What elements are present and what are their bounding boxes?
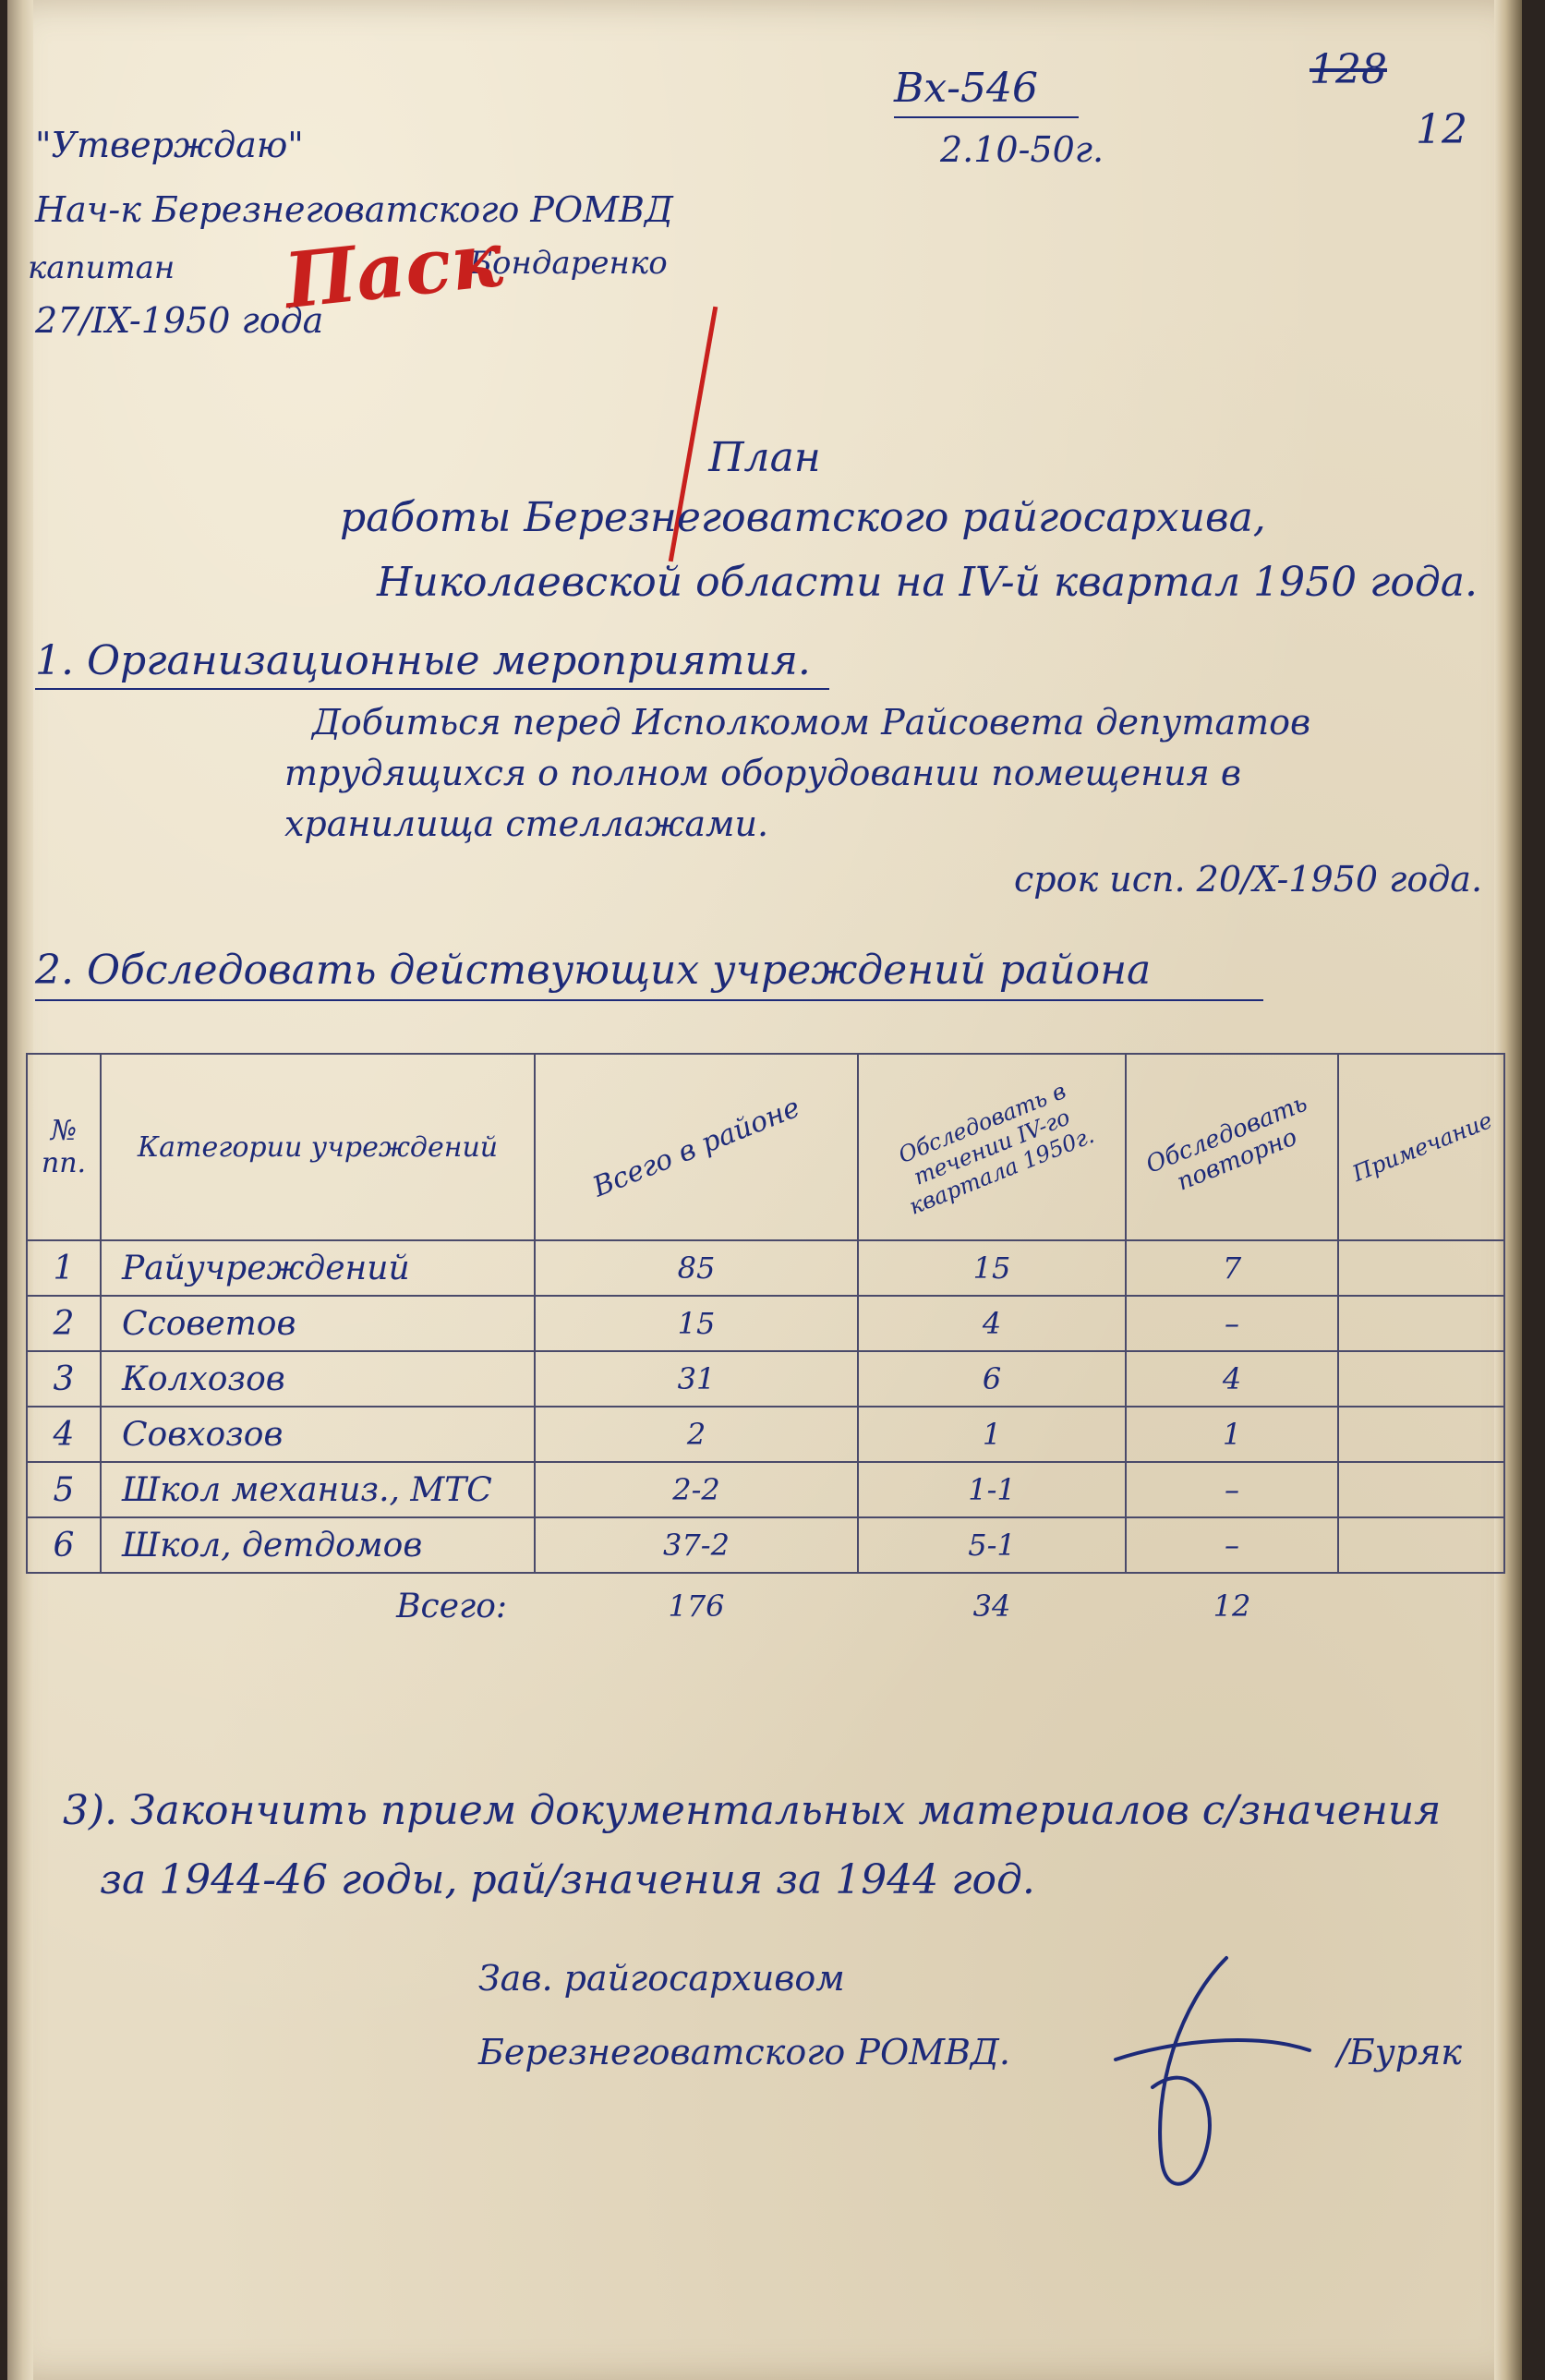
row-no: 1	[27, 1240, 101, 1296]
row-repeat: 7	[1126, 1240, 1338, 1296]
section2-underline	[35, 999, 1263, 1001]
plan-heading: План	[708, 434, 821, 481]
row-q4: 15	[858, 1240, 1126, 1296]
header-category: Категории учреждений	[101, 1054, 535, 1240]
table-row	[27, 1462, 1504, 1517]
section2-heading: 2. Обследовать действующих учреждений района	[35, 947, 1152, 994]
table-row	[27, 1407, 1504, 1462]
total-note	[1338, 1573, 1504, 1638]
row-note	[1338, 1462, 1504, 1517]
row-no: 4	[27, 1407, 101, 1462]
header-q4-label: Обследовать в течении IV-го квартала 1950г.	[894, 1077, 1098, 1220]
total-repeat: 12	[1126, 1573, 1338, 1638]
section3-line1: 3). Закончить прием документальных материалов с/значения	[63, 1787, 1442, 1834]
row-no: 5	[27, 1462, 101, 1517]
approval-rank: капитан	[28, 249, 175, 286]
section1-underline	[35, 688, 829, 690]
section1-heading: 1. Организационные мероприятия.	[35, 637, 811, 684]
section3-line2: за 1944-46 годы, рай/значения за 1944 год.	[100, 1856, 1035, 1903]
row-q4: 4	[858, 1296, 1126, 1351]
total-total: 176	[535, 1573, 858, 1638]
approval-date: 27/IX-1950 года	[35, 300, 324, 341]
row-total: 2	[535, 1407, 858, 1462]
inbound-number: Вх-546	[894, 65, 1038, 112]
row-total: 37-2	[535, 1517, 858, 1573]
section1-text-line2: трудящихся о полном оборудовании помещения в	[284, 753, 1241, 793]
row-no: 3	[27, 1351, 101, 1407]
row-category: Райучреждений	[101, 1240, 535, 1296]
row-note	[1338, 1517, 1504, 1573]
row-category: Совхозов	[101, 1407, 535, 1462]
table-row	[27, 1240, 1504, 1296]
table-row	[27, 1517, 1504, 1573]
header-no: № пп.	[27, 1054, 101, 1240]
header-repeat	[1126, 1054, 1338, 1240]
section1-deadline: срок исп. 20/X-1950 года.	[1014, 859, 1483, 900]
plan-title-line2: Николаевской области на IV-й квартал 1950 года.	[377, 559, 1478, 606]
row-repeat: 1	[1126, 1407, 1338, 1462]
header-q4	[858, 1054, 1126, 1240]
row-q4: 1	[858, 1407, 1126, 1462]
sheet-number-struck: 128	[1310, 46, 1387, 93]
approval-heading: "Утверждаю"	[35, 125, 304, 165]
row-repeat: –	[1126, 1462, 1338, 1517]
row-note	[1338, 1351, 1504, 1407]
row-total: 2-2	[535, 1462, 858, 1517]
handwritten-signature-icon	[1097, 1949, 1319, 2207]
header-note-label: Примечание	[1348, 1106, 1496, 1188]
row-no: 6	[27, 1517, 101, 1573]
approval-signer: Бондаренко	[469, 245, 668, 282]
row-no: 2	[27, 1296, 101, 1351]
total-empty	[27, 1573, 101, 1638]
row-category: Школ, детдомов	[101, 1517, 535, 1573]
approval-position: Нач-к Березнеговатского РОМВД	[35, 189, 673, 230]
table-header-row	[27, 1054, 1504, 1240]
row-total: 15	[535, 1296, 858, 1351]
header-repeat-label: Обследовать повторно	[1141, 1089, 1311, 1197]
signature-position: Зав. райгосархивом	[478, 1958, 845, 1999]
row-q4: 1-1	[858, 1462, 1126, 1517]
section1-text-line1: Добиться перед Исполкомом Райсовета депутатов	[312, 702, 1311, 743]
row-category: Школ механиз., МТС	[101, 1462, 535, 1517]
document-page	[7, 0, 1522, 2380]
row-note	[1338, 1240, 1504, 1296]
row-repeat: 4	[1126, 1351, 1338, 1407]
total-q4: 34	[858, 1573, 1126, 1638]
inbound-date: 2.10-50г.	[940, 129, 1104, 170]
row-repeat: –	[1126, 1296, 1338, 1351]
row-q4: 5-1	[858, 1517, 1126, 1573]
survey-table	[26, 1053, 1505, 1638]
red-pencil-signature: Паск	[280, 214, 507, 327]
signature-name: /Буряк	[1337, 2032, 1462, 2072]
sheet-number: 12	[1416, 106, 1467, 153]
table-total-row	[27, 1573, 1504, 1638]
row-total: 85	[535, 1240, 858, 1296]
total-label: Всего:	[101, 1573, 535, 1638]
row-repeat: –	[1126, 1517, 1338, 1573]
row-category: Ссоветов	[101, 1296, 535, 1351]
row-category: Колхозов	[101, 1351, 535, 1407]
header-total	[535, 1054, 858, 1240]
row-total: 31	[535, 1351, 858, 1407]
table-row	[27, 1296, 1504, 1351]
row-note	[1338, 1407, 1504, 1462]
signature-organization: Березнеговатского РОМВД.	[478, 2032, 1010, 2072]
row-note	[1338, 1296, 1504, 1351]
header-note	[1338, 1054, 1504, 1240]
section1-text-line3: хранилища стеллажами.	[284, 803, 769, 844]
inbound-underline	[894, 116, 1079, 118]
table-row	[27, 1351, 1504, 1407]
plan-title-line1: работы Березнеговатского райгосархива,	[340, 494, 1266, 541]
header-total-label: Всего в районе	[587, 1091, 805, 1203]
row-q4: 6	[858, 1351, 1126, 1407]
